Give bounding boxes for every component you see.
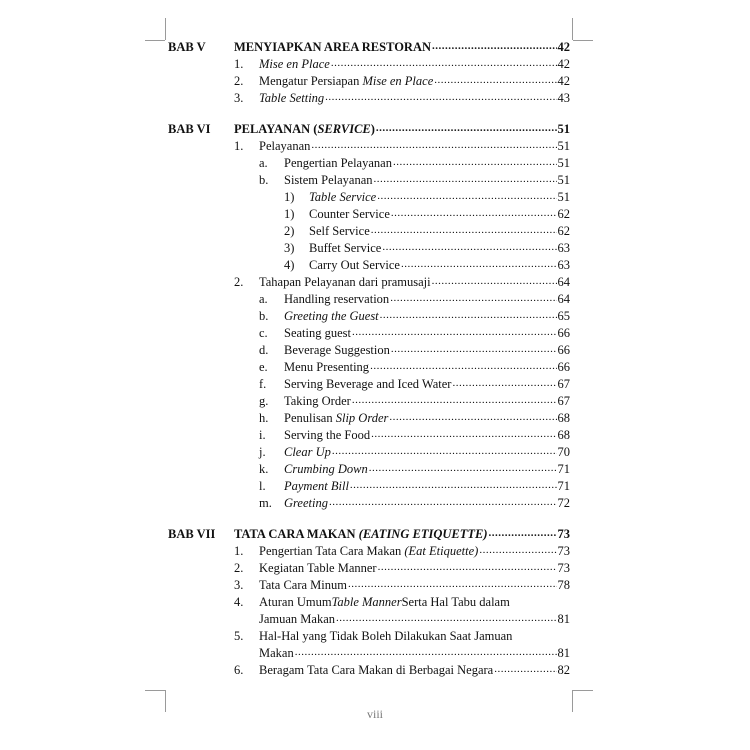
item-letter: c. <box>259 326 268 340</box>
toc-entry[interactable] <box>284 171 570 188</box>
entry-title: Beverage Suggestion <box>284 343 390 357</box>
page-number: 78 <box>557 578 570 592</box>
page-number: 70 <box>557 445 570 459</box>
leader-dots <box>370 360 556 373</box>
toc-entry[interactable] <box>259 89 570 106</box>
item-letter: h. <box>259 411 269 425</box>
leader-dots <box>325 91 556 104</box>
leader-dots <box>331 57 557 70</box>
leader-dots <box>434 74 556 87</box>
leader-dots <box>389 411 556 424</box>
leader-dots <box>401 258 557 271</box>
toc-entry[interactable] <box>284 460 570 477</box>
leader-dots <box>488 527 556 540</box>
leader-dots <box>380 309 557 322</box>
page-number: 66 <box>557 343 570 357</box>
page-number: 71 <box>557 462 570 476</box>
item-letter: b. <box>259 309 269 323</box>
toc-entry[interactable] <box>309 222 570 239</box>
item-letter: a. <box>259 156 268 170</box>
entry-title: Clear Up <box>284 445 331 459</box>
page-number: 65 <box>557 309 570 323</box>
entry-title: Self Service <box>309 224 370 238</box>
toc-entry[interactable] <box>284 409 570 426</box>
entry-title: Makan <box>259 646 294 660</box>
entry-title: Carry Out Service <box>309 258 400 272</box>
leader-dots <box>371 428 556 441</box>
toc-entry[interactable] <box>284 494 570 511</box>
entry-title-line1: Hal-Hal yang Tidak Boleh Dilakukan Saat Jamuan <box>259 629 513 643</box>
item-letter: k. <box>259 462 269 476</box>
entry-title: Buffet Service <box>309 241 382 255</box>
leader-dots <box>350 479 557 492</box>
entry-title: Greeting <box>284 496 328 510</box>
item-number: 2. <box>234 275 244 289</box>
page-number: 67 <box>557 394 570 408</box>
leader-dots <box>378 561 557 574</box>
entry-title: Pengertian Pelayanan <box>284 156 392 170</box>
page-number: 73 <box>557 544 570 558</box>
page-number: 51 <box>557 122 570 136</box>
item-number: 6. <box>234 663 244 677</box>
crop-mark-top-right-h <box>573 40 593 41</box>
item-number: 4. <box>234 595 244 609</box>
chapter-title: PELAYANAN (SERVICE) <box>234 122 375 136</box>
leader-dots <box>432 275 557 288</box>
entry-title: Payment Bill <box>284 479 349 493</box>
entry-title: Pengertian Tata Cara Makan (Eat Etiquette) <box>259 544 479 558</box>
page-number: 66 <box>557 360 570 374</box>
entry-title: Penulisan Slip Order <box>284 411 389 425</box>
toc-entry[interactable] <box>284 375 570 392</box>
toc-entry[interactable] <box>284 443 570 460</box>
toc-entry[interactable] <box>259 137 570 154</box>
leader-dots <box>336 612 556 625</box>
toc-entry[interactable] <box>284 290 570 307</box>
toc-entry[interactable] <box>259 661 570 678</box>
entry-title: Seating guest <box>284 326 352 340</box>
entry-title: Crumbing Down <box>284 462 368 476</box>
toc-entry[interactable] <box>259 644 570 661</box>
page-number: 63 <box>557 241 570 255</box>
toc-entry[interactable] <box>309 205 570 222</box>
leader-dots <box>393 156 557 169</box>
toc-entry[interactable] <box>284 358 570 375</box>
item-subnumber: 1) <box>284 190 295 204</box>
toc-entry[interactable] <box>259 72 570 89</box>
leader-dots <box>382 241 556 254</box>
page-number: 42 <box>557 57 570 71</box>
entry-title: Handling reservation <box>284 292 390 306</box>
entry-title: Sistem Pelayanan <box>284 173 373 187</box>
chapter-heading[interactable] <box>234 525 570 542</box>
chapter-label: BAB VI <box>168 122 211 136</box>
item-number: 5. <box>234 629 244 643</box>
leader-dots <box>432 40 556 53</box>
crop-mark-top-left-h <box>145 40 165 41</box>
leader-dots <box>390 292 556 305</box>
item-subnumber: 3) <box>284 241 295 255</box>
item-letter: e. <box>259 360 268 374</box>
page-number: 81 <box>557 646 570 660</box>
leader-dots <box>352 326 556 339</box>
toc-entry[interactable] <box>259 559 570 576</box>
leader-dots <box>391 343 557 356</box>
entry-title: Jamuan Makan <box>259 612 336 626</box>
item-letter: i. <box>259 428 266 442</box>
page-number: 51 <box>557 156 570 170</box>
crop-mark-bottom-left-h <box>145 690 165 691</box>
item-letter: l. <box>259 479 266 493</box>
leader-dots <box>329 496 557 509</box>
entry-title-line1: Aturan Umum Table Manner Serta Hal Tabu dalam <box>259 595 510 609</box>
leader-dots <box>452 377 556 390</box>
chapter-heading[interactable] <box>234 38 570 55</box>
page-number: 64 <box>557 292 570 306</box>
page-number: 63 <box>557 258 570 272</box>
page-number: 51 <box>557 190 570 204</box>
page-number: 82 <box>557 663 570 677</box>
item-letter: m. <box>259 496 272 510</box>
leader-dots <box>371 224 557 237</box>
page-number: 66 <box>557 326 570 340</box>
page-number: 62 <box>557 224 570 238</box>
toc-entry[interactable] <box>284 477 570 494</box>
leader-dots <box>479 544 556 557</box>
item-number: 2. <box>234 561 244 575</box>
leader-dots <box>311 139 556 152</box>
toc-entry[interactable] <box>284 341 570 358</box>
item-letter: a. <box>259 292 268 306</box>
toc-entry[interactable] <box>284 324 570 341</box>
leader-dots <box>295 646 557 659</box>
item-letter: d. <box>259 343 269 357</box>
toc-entry[interactable] <box>259 576 570 593</box>
entry-title: Pelayanan <box>259 139 311 153</box>
page-number: 68 <box>557 411 570 425</box>
item-letter: f. <box>259 377 267 391</box>
leader-dots <box>494 663 556 676</box>
page-number: 51 <box>557 139 570 153</box>
leader-dots <box>376 122 557 135</box>
toc-entry[interactable] <box>309 239 570 256</box>
leader-dots <box>369 462 557 475</box>
page-number: 73 <box>557 561 570 575</box>
page-number: 67 <box>557 377 570 391</box>
toc-entry[interactable] <box>259 55 570 72</box>
crop-mark-bottom-right-h <box>573 690 593 691</box>
entry-title: Tahapan Pelayanan dari pramusaji <box>259 275 431 289</box>
entry-title: Mengatur Persiapan Mise en Place <box>259 74 434 88</box>
entry-title: Table Setting <box>259 91 325 105</box>
page-number: 51 <box>557 173 570 187</box>
entry-title: Beragam Tata Cara Makan di Berbagai Negara <box>259 663 494 677</box>
page-number: 71 <box>557 479 570 493</box>
item-subnumber: 1) <box>284 207 295 221</box>
leader-dots <box>377 190 556 203</box>
item-number: 1. <box>234 139 244 153</box>
page-number: 68 <box>557 428 570 442</box>
item-number: 3. <box>234 578 244 592</box>
page-number: 62 <box>557 207 570 221</box>
chapter-heading[interactable] <box>234 120 570 137</box>
toc-entry[interactable] <box>284 392 570 409</box>
page-number: 43 <box>557 91 570 105</box>
toc-entry[interactable] <box>259 610 570 627</box>
entry-title: Tata Cara Minum <box>259 578 347 592</box>
toc-entry[interactable] <box>284 154 570 171</box>
page-number: 42 <box>557 74 570 88</box>
crop-mark-top-left-v <box>165 18 166 40</box>
toc-entry[interactable] <box>284 426 570 443</box>
item-number: 1. <box>234 544 244 558</box>
page-number: 64 <box>557 275 570 289</box>
entry-title: Menu Presenting <box>284 360 370 374</box>
item-letter: j. <box>259 445 266 459</box>
toc-entry[interactable] <box>259 542 570 559</box>
crop-mark-top-right-v <box>572 18 573 40</box>
leader-dots <box>348 578 557 591</box>
chapter-label: BAB V <box>168 40 206 54</box>
entry-title: Taking Order <box>284 394 351 408</box>
folio-page-number: viii <box>366 707 383 721</box>
entry-title: Kegiatan Table Manner <box>259 561 377 575</box>
item-subnumber: 2) <box>284 224 295 238</box>
leader-dots <box>332 445 557 458</box>
page-number: 72 <box>557 496 570 510</box>
leader-dots <box>391 207 557 220</box>
page-number: 73 <box>557 527 570 541</box>
entry-title: Serving Beverage and Iced Water <box>284 377 452 391</box>
item-letter: b. <box>259 173 269 187</box>
chapter-label: BAB VII <box>168 527 216 541</box>
page-number: 42 <box>557 40 570 54</box>
leader-dots <box>352 394 557 407</box>
entry-title: Counter Service <box>309 207 390 221</box>
toc-entry[interactable] <box>309 256 570 273</box>
item-subnumber: 4) <box>284 258 295 272</box>
entry-title: Greeting the Guest <box>284 309 379 323</box>
toc-entry[interactable] <box>259 273 570 290</box>
entry-title: Serving the Food <box>284 428 371 442</box>
item-letter: g. <box>259 394 269 408</box>
chapter-title: TATA CARA MAKAN (EATING ETIQUETTE) <box>234 527 488 541</box>
toc-entry[interactable] <box>284 307 570 324</box>
leader-dots <box>374 173 557 186</box>
entry-title: Mise en Place <box>259 57 330 71</box>
chapter-title: MENYIAPKAN AREA RESTORAN <box>234 40 432 54</box>
entry-title: Table Service <box>309 190 377 204</box>
item-number: 2. <box>234 74 244 88</box>
page-number: 81 <box>557 612 570 626</box>
item-number: 3. <box>234 91 244 105</box>
toc-entry[interactable] <box>309 188 570 205</box>
item-number: 1. <box>234 57 244 71</box>
